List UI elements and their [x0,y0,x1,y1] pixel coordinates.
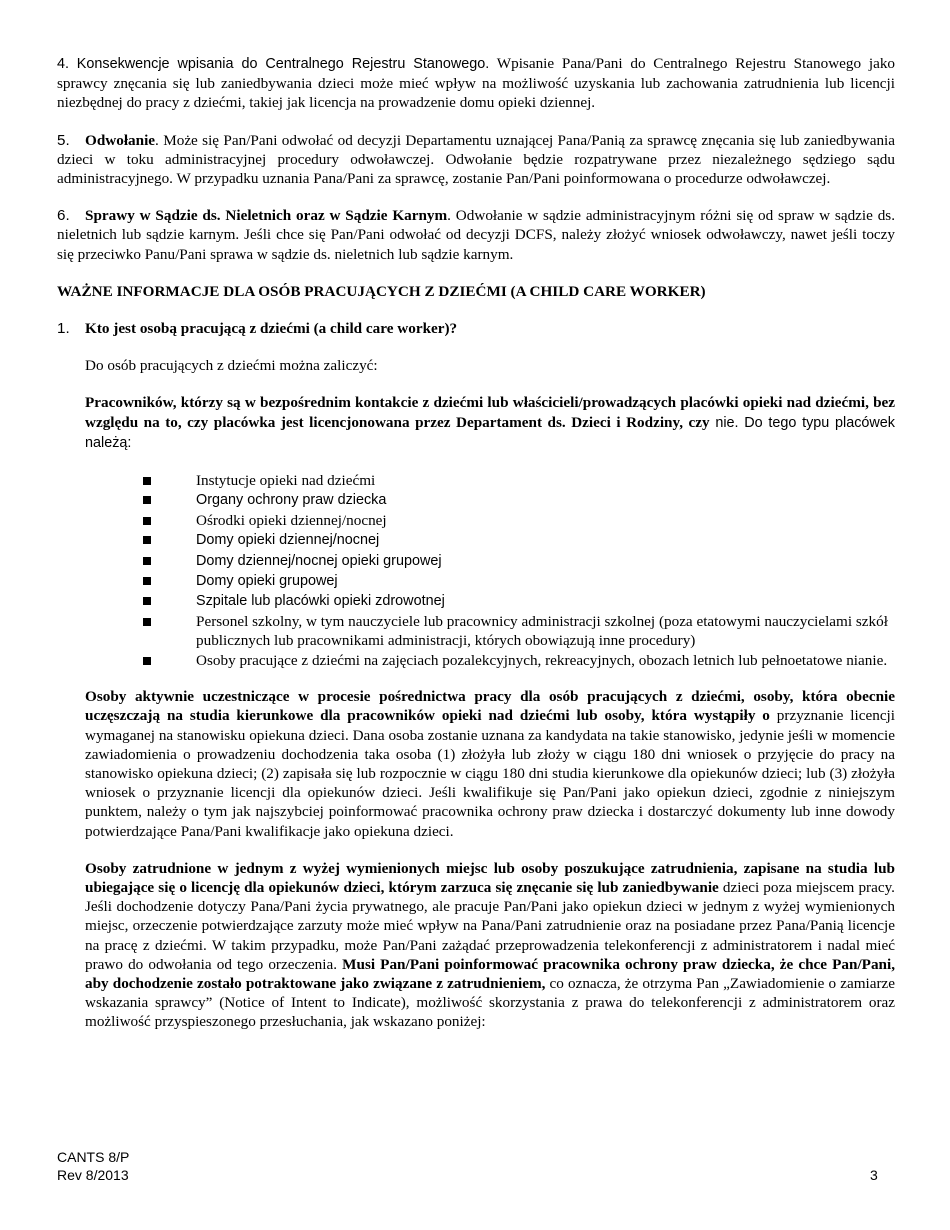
list-item-text: Osoby pracujące z dziećmi na zajęciach pozalekcyjnych, rekreacyjnych, obozach letnich lub pełnoetatowe nianie. [196,651,888,669]
section-4-text: Wpisanie Pana/Pani do Centralnego Rejestru Stanowego jako sprawcy znęcania się lub zaniedbywania dzieci może mieć wpływ na możliwość uzyskania lub zachowania zatrudnienia lub licencji niezbędnej do pracy z dziećmi, takiej jak licencja na prowadzenie domu opieki dziennej. [57,55,896,112]
intro-text: Do osób pracujących z dziećmi można zaliczyć: [85,357,378,375]
section-5-text: . Może się Pan/Pani odwołać od decyzji Departamentu uznającej Pana/Panią za sprawcę znęcania się lub zaniedbywania dzieci w toku administracyjnej procedury odwoławczej. Odwołanie będzie rozpatrywane przez niezależnego sędziego sądu administracyjnego. W przypadku uznania Pana/Pani za sprawcę, zostanie Pan/Pani poinformowana o procedurze odwoławczej. [57,131,895,188]
bullet-square-icon [143,577,151,585]
section-6-title: Sprawy w Sądzie ds. Nieletnich oraz w Sądzie Karnym [85,207,448,225]
question-1 [57,319,895,338]
bullet-square-icon [143,657,151,665]
section-4-title: Konsekwencje wpisania do Centralnego Rejestru Stanowego. [76,56,490,72]
list-item [57,490,895,510]
list-item-text: Szpitale lub placówki opieki zdrowotnej [196,593,445,610]
list-item [57,530,895,550]
bullet-square-icon [143,477,151,485]
list-item [57,612,895,651]
section-5-number: 5. [57,131,70,149]
section-4-number: 4. [57,56,70,72]
bullet-square-icon [143,557,151,565]
section-5 [57,131,895,189]
candidates-bold-text: Osoby aktywnie uczestniczące w procesie pośrednictwa pracy dla osób pracujących z dziećmi, osoby, która obecnie uczęszczają na studia kierunkowe dla pracowników opieki nad dziećmi lub osoby, która wystąpiły o [85,688,895,725]
list-item-text: Ośrodki opieki dziennej/nocnej [196,511,387,529]
employed-paragraph [85,859,895,1032]
employed-text-2: co oznacza, że otrzyma Pan „Zawiadomienie o zamiarze wskazania sprawcy” (Notice of Intent to Indicate), możliwość skorzystania z prawa do telekonferencji z administratorem oraz możliwość przyspieszonego przesłuchania, jak wskazano poniżej: [85,974,896,1031]
bullet-square-icon [143,517,151,525]
employed-text-1: dzieci poza miejscem pracy. Jeśli dochodzenie dotyczy Pana/Pani życia prywatnego, ale pracuje Pan/Pani jako opiekun dzieci w jednym z wyżej wymienionych miejsc, orzeczenie potwierdzające zarzuty może mieć wpływ na Pana/Pani zatrudnienie oraz na posiadane przez Pana/Panią licencje na pracę z dziećmi. W takim przypadku, może Pan/Pani zażądać przeprowadzenia telekonferencji z administratorem i nadal mieć prawo do odwołania od tego orzeczenia. [85,878,895,973]
list-item [57,571,895,591]
section-4 [57,54,895,113]
list-item [57,591,895,611]
section-5-title: Odwołanie [85,131,156,149]
candidates-paragraph [85,687,895,841]
footer-form-code: CANTS 8/P [57,1149,130,1165]
employed-bold-text: Osoby zatrudnione w jednym z wyżej wymienionych miejsc lub osoby poszukujące zatrudnienia, zapisane na studia lub ubiegające się o licencję dla opiekunów dzieci, którym zarzuca się znęcanie się lub zaniedbywanie [85,859,895,896]
document-body [57,54,895,1032]
question-1-title: Kto jest osobą pracującą z dziećmi (a child care worker)? [85,320,458,338]
page-number: 3 [870,1167,878,1183]
list-item-text: Instytucje opieki nad dziećmi [196,472,376,490]
workers-bold-text: Pracowników, którzy są w bezpośrednim kontakcie z dziećmi lub właścicieli/prowadzących placówki opieki nad dziećmi, bez względu na to, czy placówka jest licencjonowana przez Departament ds. Dzieci i Rodziny, czy [85,394,895,431]
employed-bold-text-2: Musi Pan/Pani poinformować pracownika ochrony praw dziecka, że chce Pan/Pani, aby dochodzenie zostało potraktowane jako związane z zatrudnieniem, [85,955,895,992]
list-item-text: Organy ochrony praw dziecka [196,492,387,509]
section-6 [57,206,895,264]
list-item-text: Domy opieki dziennej/nocnej [196,532,380,549]
bullet-square-icon [143,496,151,504]
list-item [57,471,895,490]
facilities-list [57,471,895,670]
question-1-number: 1. [57,320,70,338]
child-care-worker-heading: WAŻNE INFORMACJE DLA OSÓB PRACUJĄCYCH Z DZIEĆMI (A CHILD CARE WORKER) [57,282,706,300]
footer-revision: Rev 8/2013 [57,1167,129,1183]
bullet-square-icon [143,618,151,626]
bullet-square-icon [143,536,151,544]
list-item [57,551,895,571]
list-item [57,511,895,530]
bullet-square-icon [143,597,151,605]
workers-paragraph [85,393,895,453]
candidates-text: przyznanie licencji wymaganej na stanowisku opiekuna dzieci. Dana osoba zostanie uznana za kandydata na takie stanowisko, jedynie jeśli w momencie zawiadomienia o prowadzeniu dochodzenia taka osoba (1) złożyła lub złoży w ciągu 180 dni wniosek o przyjęcie do pracy na stanowisko opiekuna dzieci; (2) zapisała się lub rozpocznie w ciągu 180 dni studia kierunkowe dla opiekunów dzieci; lub (3) złożyła wniosek o przyznanie licencji dla opiekunów dzieci. Jeśli kwalifikuje się Pan/Pani jako opiekun dzieci, zgodnie z niniejszym punktem, należy o tym jak najszybciej poinformować pracownika ochrony praw dziecka i dostarczyć dokumenty lub inne dowody potwierdzające Pana/Pani kwalifikacje jako opiekuna dzieci. [85,707,895,840]
footer-form-info [57,1148,129,1184]
workers-tail-text: nie. Do tego typu placówek należą: [85,414,895,451]
list-item-text: Domy dziennej/nocnej opieki grupowej [196,552,442,569]
section-6-text: . Odwołanie w sądzie administracyjnym różni się od spraw w sądzie ds. nieletnich lub sądzie karnym. Jeśli chce się Pan/Pani odwołać od decyzji DCFS, należy złożyć wniosek odwoławczy, nawet jeśli toczy się przeciwko Panu/Pani sprawa w sądzie ds. nieletnich lub sądzie karnym. [57,207,895,263]
list-item-text: Personel szkolny, w tym nauczyciele lub pracownicy administracji szkolnej (poza etatowymi nauczycielami szkół publicznych lub pracownikami administracji, których obowiązują inne procedury) [196,612,888,650]
section-6-number: 6. [57,207,70,225]
list-item-text: Domy opieki grupowej [196,573,338,590]
list-item [57,651,895,670]
